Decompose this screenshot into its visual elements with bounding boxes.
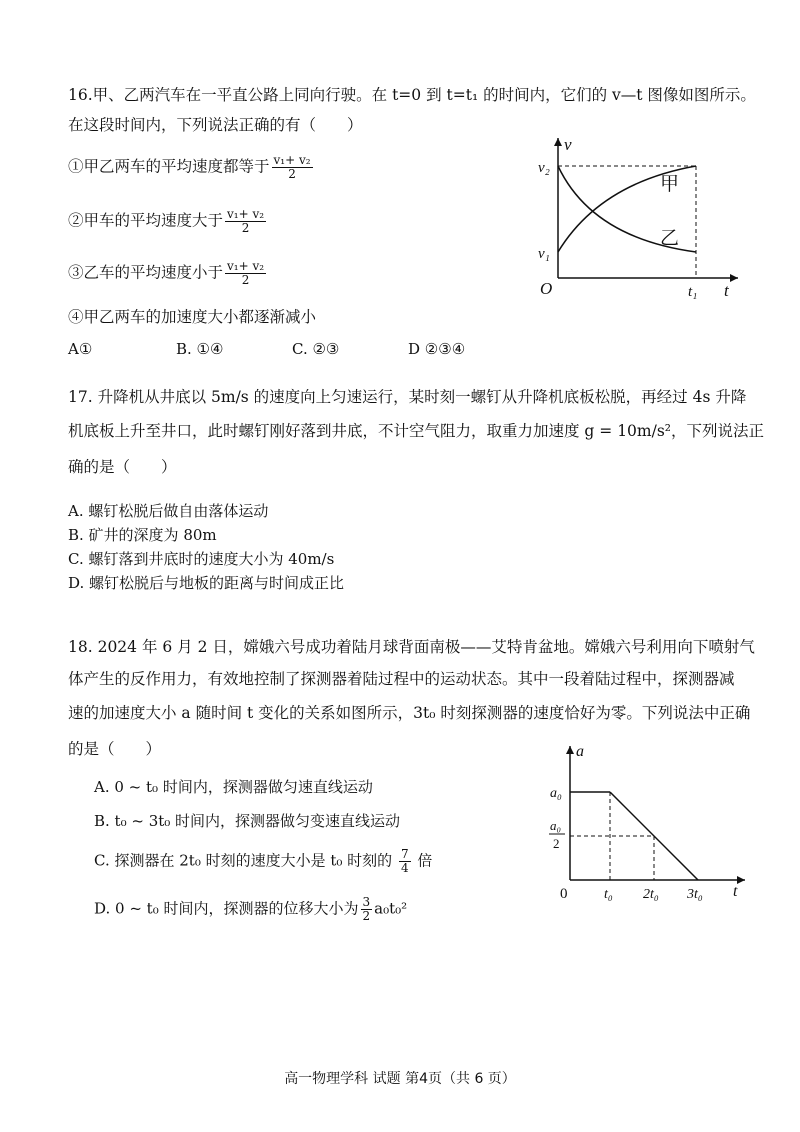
t0-label: t₀: [604, 887, 613, 902]
q16-statement-1: [68, 154, 315, 181]
a0-label: a₀: [550, 786, 562, 801]
origin-label: O: [540, 279, 553, 298]
half-a0-denominator: 2: [553, 836, 560, 851]
q18-at-graph: [540, 738, 760, 908]
q16-statement-2-fraction: [225, 208, 266, 235]
fraction-numerator: 7: [400, 847, 409, 861]
q17-option-b: B. 矿井的深度为 80m: [68, 526, 217, 544]
fraction-denominator: 2: [241, 273, 250, 287]
q16-statement-3-text: ③乙车的平均速度小于: [68, 263, 224, 282]
q18-option-c-fraction: [399, 848, 411, 875]
y-axis-arrow: [554, 138, 562, 146]
fraction-denominator: 2: [288, 167, 296, 181]
q18-stem-line3: 速的加速度大小 a 随时间 t 变化的关系如图所示，3t₀ 时刻探测器的速度恰好为零。下列说法中正确: [68, 704, 751, 722]
q16-statement-1-text: ①甲乙两车的平均速度都等于: [68, 157, 270, 176]
fraction-denominator: 2: [362, 909, 371, 923]
q16-statement-2: [68, 208, 268, 235]
q17-stem-line2: 机底板上升至井口，此时螺钉刚好落到井底，不计空气阻力，取重力加速度 g = 10m/s²，下列说法正: [68, 422, 765, 440]
fraction-numerator: v₁+ v₂: [227, 207, 265, 221]
x-axis-label: t: [733, 883, 738, 900]
2t0-label: 2t₀: [643, 887, 659, 902]
q16-statement-2-text: ②甲车的平均速度大于: [68, 211, 224, 230]
q18-stem-line1: 18. 2024 年 6 月 2 日，嫦娥六号成功着陆月球背面南极——艾特肯盆地。嫦娥六号利用向下喷射气: [68, 638, 755, 656]
q16-stem-line1: 16.甲、乙两汽车在一平直公路上同向行驶。在 t=0 到 t=t₁ 的时间内，它们的 v—t 图像如图所示。: [68, 86, 756, 104]
q16-option-d: D ②③④: [408, 340, 466, 358]
x-axis-label: t: [724, 281, 729, 300]
q18-option-b: B. t₀ ~ 3t₀ 时间内，探测器做匀变速直线运动: [94, 812, 401, 830]
v1-label: v₁: [538, 246, 550, 262]
jia-label: 甲: [660, 174, 680, 195]
fraction-numerator: v₁+ v₂: [273, 153, 311, 167]
q16-stem-line2: 在这段时间内，下列说法正确的有（ ）: [68, 116, 363, 134]
q18-option-d: [94, 896, 407, 923]
q17-option-c: C. 螺钉落到井底时的速度大小为 40m/s: [68, 550, 335, 568]
y-axis-arrow: [566, 746, 574, 754]
q18-stem-line2: 体产生的反作用力，有效地控制了探测器着陆过程中的运动状态。其中一段着陆过程中，探测器减: [68, 670, 735, 688]
yi-label: 乙: [660, 228, 680, 249]
q16-option-c: C. ②③: [292, 340, 340, 358]
q17-stem-line1: 17. 升降机从井底以 5m/s 的速度向上匀速运行，某时刻一螺钉从升降机底板松脱，再经过 4s 升降: [68, 388, 747, 406]
y-axis-label: v: [564, 135, 572, 154]
q17-stem-line3: 确的是（ ）: [68, 458, 177, 476]
q16-option-a: A①: [68, 340, 93, 358]
q18-stem-line4: 的是（ ）: [68, 740, 162, 758]
q18-option-d-suffix: a₀t₀²: [374, 899, 408, 918]
q18-option-d-fraction: [361, 896, 373, 923]
origin-label: 0: [560, 886, 568, 902]
v2-label: v₂: [538, 160, 550, 176]
q18-option-c: [94, 848, 432, 875]
q16-statement-3-fraction: [225, 260, 266, 287]
q17-option-a: A. 螺钉松脱后做自由落体运动: [68, 502, 269, 520]
page-footer: 高一物理学科 试题 第4页（共 6 页）: [284, 1071, 516, 1087]
q16-vt-graph: [520, 128, 760, 303]
t1-label: t₁: [688, 284, 698, 300]
q18-option-d-text: D. 0 ~ t₀ 时间内，探测器的位移大小为: [94, 899, 359, 918]
q18-option-c-text: C. 探测器在 2t₀ 时刻的速度大小是 t₀ 时刻的: [94, 851, 393, 870]
q16-statement-1-fraction: [272, 154, 313, 181]
q16-statement-3: [68, 260, 268, 287]
fraction-numerator: 3: [362, 895, 371, 909]
q18-option-c-suffix: 倍: [417, 851, 433, 870]
x-axis-arrow: [737, 876, 745, 884]
q16-option-b: B. ①④: [176, 340, 224, 358]
y-axis-label: a: [576, 743, 584, 760]
q18-option-a: A. 0 ~ t₀ 时间内，探测器做匀速直线运动: [94, 778, 373, 796]
fraction-numerator: v₁+ v₂: [227, 259, 265, 273]
x-axis-arrow: [730, 274, 738, 282]
half-a0-numerator: a₀: [550, 818, 562, 833]
fraction-denominator: 4: [400, 861, 409, 875]
q16-statement-4: ④甲乙两车的加速度大小都逐渐减小: [68, 308, 317, 326]
3t0-label: 3t₀: [687, 887, 703, 902]
q17-option-d: D. 螺钉松脱后与地板的距离与时间成正比: [68, 574, 345, 592]
fraction-denominator: 2: [241, 221, 250, 235]
